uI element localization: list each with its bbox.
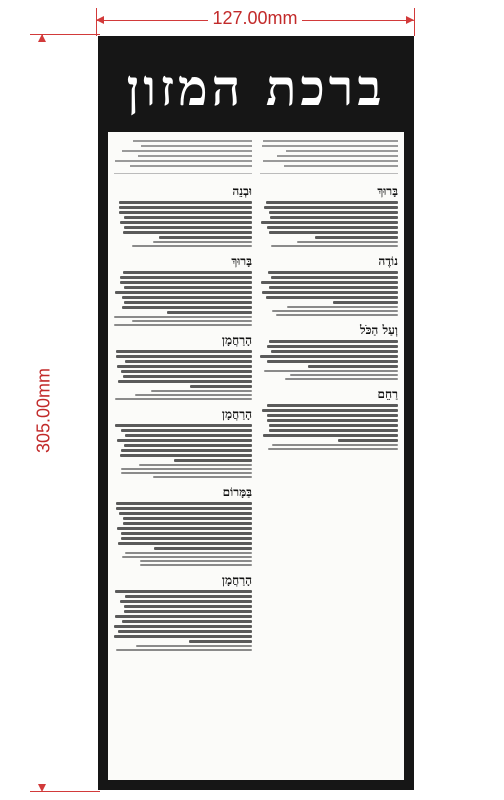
text-line [267, 360, 398, 363]
left-column [114, 140, 252, 772]
text-line [266, 296, 398, 299]
instruction-line [140, 564, 252, 566]
blessing-paragraph [114, 403, 252, 478]
instruction-line [140, 560, 252, 562]
text-line [122, 296, 252, 299]
width-label: 127.00mm [96, 8, 414, 29]
instruction-line [297, 241, 398, 243]
instruction-line [122, 556, 252, 558]
fine-print-line [130, 165, 252, 167]
blessing-paragraph [260, 319, 398, 380]
text-line [263, 434, 398, 437]
arrow-up-icon [38, 34, 46, 42]
instruction-line [276, 314, 398, 316]
text-line [267, 419, 398, 422]
text-line [119, 201, 252, 204]
instruction-line [116, 649, 252, 651]
text-line [119, 206, 252, 209]
text-line [267, 226, 398, 229]
text-line [123, 517, 252, 520]
text-line [125, 595, 252, 598]
card-title: ברכת המזון [126, 57, 386, 117]
text-line [190, 385, 252, 388]
text-line [115, 590, 252, 593]
text-line [119, 211, 252, 214]
instruction-line [125, 552, 252, 554]
text-line [121, 449, 252, 452]
text-line [261, 221, 398, 224]
blessing-paragraph [114, 481, 252, 566]
instruction-line [271, 245, 398, 247]
text-line [124, 444, 252, 447]
divider [114, 173, 252, 174]
instruction-line [287, 306, 398, 308]
text-line [122, 620, 252, 623]
instruction-line [114, 316, 252, 318]
text-line [121, 532, 252, 535]
fine-print-line [263, 160, 398, 162]
text-line [189, 640, 252, 643]
bentcher-card [98, 36, 414, 790]
text-line [117, 527, 252, 530]
width-dimension [96, 8, 414, 32]
text-line [114, 635, 252, 638]
instruction-line [114, 324, 252, 326]
paragraph-heading: בָּרוּךְ [377, 184, 398, 198]
text-line [120, 221, 252, 224]
text-line [118, 630, 252, 633]
fine-print-line [284, 165, 398, 167]
text-line [267, 345, 398, 348]
text-line [269, 286, 398, 289]
blessing-paragraph [260, 180, 398, 247]
fine-print-line [141, 145, 252, 147]
blessing-paragraph [114, 180, 252, 247]
text-line [271, 350, 398, 353]
fine-print-line [138, 155, 252, 157]
paragraph-heading: וּבְנֵה [232, 184, 252, 198]
text-line [124, 286, 252, 289]
text-line [117, 365, 252, 368]
instruction-line [136, 645, 252, 647]
text-line [261, 281, 398, 284]
instruction-line [272, 310, 398, 312]
text-line [120, 276, 253, 279]
text-line [271, 276, 398, 279]
title-bar [98, 44, 414, 130]
text-line [121, 370, 252, 373]
height-dimension [30, 34, 54, 792]
paragraph-heading: הָרַחֲמָן [221, 333, 252, 347]
text-line [120, 454, 252, 457]
text-line [124, 216, 252, 219]
text-line [269, 424, 398, 427]
instruction-line [135, 394, 252, 396]
blessing-paragraph [114, 569, 252, 651]
text-line [119, 512, 252, 515]
blessing-paragraph [114, 329, 252, 400]
text-line [260, 355, 398, 358]
text-line [270, 216, 398, 219]
fine-print-line [262, 145, 398, 147]
instruction-line [268, 448, 398, 450]
text-line [116, 350, 252, 353]
text-line [124, 226, 252, 229]
text-line [118, 542, 252, 545]
paragraph-heading: נוֹדֶה [378, 254, 398, 268]
text-line [117, 439, 252, 442]
instruction-line [132, 245, 252, 247]
width-extension-right [414, 8, 415, 36]
text-line [120, 600, 252, 603]
text-line [268, 271, 398, 274]
fine-print-line [133, 140, 252, 142]
fine-print-line [122, 150, 252, 152]
text-line [333, 301, 398, 304]
arrow-down-icon [38, 784, 46, 792]
text-line [120, 281, 252, 284]
text-line [125, 434, 252, 437]
fine-print-line [263, 140, 398, 142]
instruction-line [115, 398, 252, 400]
text-line [269, 231, 398, 234]
instruction-line [285, 378, 398, 380]
instruction-line [139, 464, 252, 466]
blessing-paragraph [114, 250, 252, 326]
text-line [121, 429, 252, 432]
text-line [124, 605, 252, 608]
text-line [116, 507, 252, 510]
text-line [264, 206, 398, 209]
paragraph-heading: הָרַחֲמָן [221, 573, 252, 587]
text-line [174, 459, 252, 462]
instruction-line [272, 444, 398, 446]
text-line [267, 414, 398, 417]
instruction-line [151, 390, 252, 392]
text-line [123, 375, 252, 378]
paragraph-heading: בַּמָּרוֹם [222, 485, 252, 499]
text-line [124, 301, 252, 304]
text-line [267, 404, 398, 407]
text-line [315, 236, 398, 239]
instruction-line [153, 241, 252, 243]
text-line [308, 365, 398, 368]
text-line [123, 522, 252, 525]
text-line [123, 231, 252, 234]
text-line [115, 424, 252, 427]
text-line [124, 610, 252, 613]
text-line [118, 380, 252, 383]
right-column [260, 140, 398, 772]
text-line [115, 291, 252, 294]
text-line [125, 360, 252, 363]
instruction-line [132, 320, 252, 322]
fine-print-line [286, 150, 398, 152]
text-line [154, 547, 252, 550]
text-line [338, 439, 398, 442]
divider [260, 173, 398, 174]
text-line [269, 429, 398, 432]
instruction-line [264, 370, 398, 372]
blessing-paragraph [260, 250, 398, 316]
text-line [122, 306, 252, 309]
height-label: 305.00mm [34, 351, 55, 471]
paragraph-heading: בָּרוּךְ [231, 254, 252, 268]
text-line [114, 625, 252, 628]
text-line [269, 211, 399, 214]
instruction-line [121, 472, 252, 474]
text-line [116, 502, 252, 505]
paragraph-heading: הָרַחֲמָן [221, 407, 252, 421]
text-line [167, 311, 252, 314]
instruction-line [153, 476, 252, 478]
text-line [159, 236, 252, 239]
text-line [266, 201, 398, 204]
text-line [262, 409, 398, 412]
text-line [262, 291, 398, 294]
text-columns [114, 140, 398, 772]
text-line [269, 340, 398, 343]
paragraph-heading: רַחֵם [377, 387, 398, 401]
instruction-line [290, 374, 398, 376]
fine-print-line [115, 160, 252, 162]
text-line [116, 355, 252, 358]
fine-print-line [277, 155, 398, 157]
text-line [121, 537, 252, 540]
blessing-paragraph [260, 383, 398, 450]
paragraph-heading: וְעַל הַכֹּל [359, 323, 398, 337]
instruction-line [121, 468, 252, 470]
text-line [115, 615, 252, 618]
text-panel [108, 132, 404, 780]
text-line [123, 271, 252, 274]
